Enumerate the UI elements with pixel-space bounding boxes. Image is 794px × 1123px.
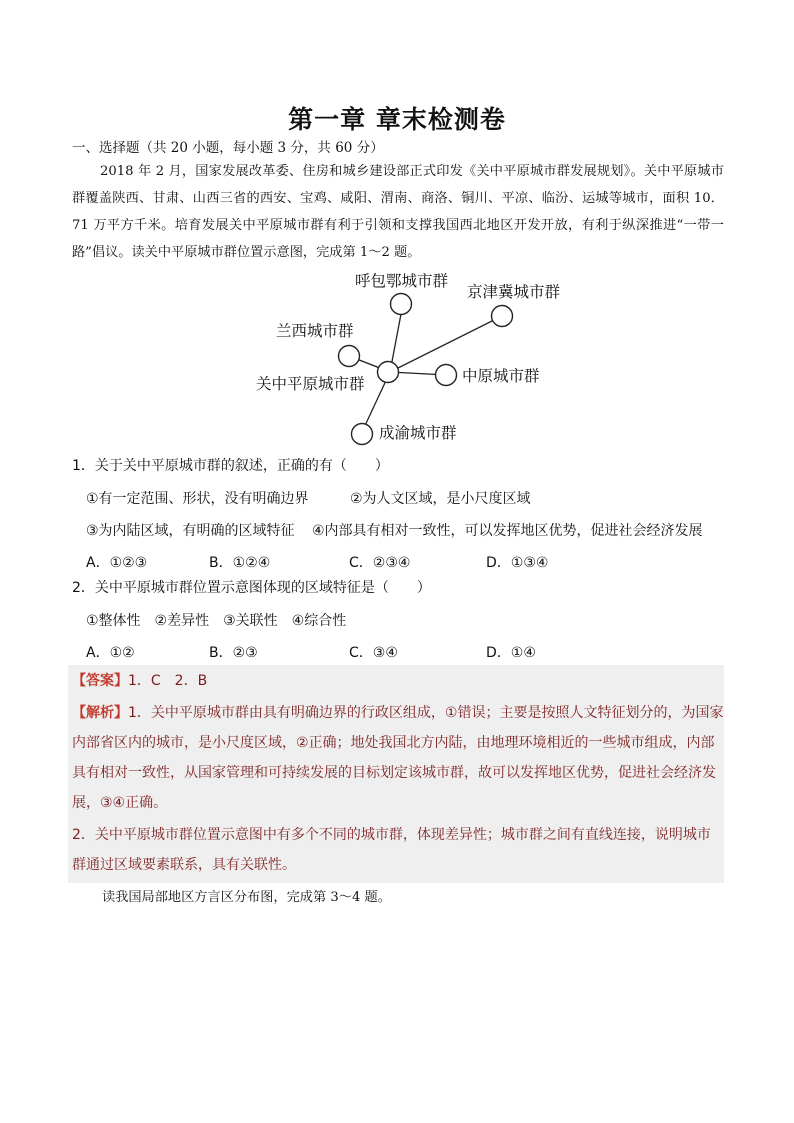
q1-option-a[interactable]: A．①②③ <box>86 555 148 571</box>
section-heading: 一、选择题（共 20 小题，每小题 3 分，共 60 分） <box>72 140 384 156</box>
q2-option-b[interactable]: B．②③ <box>209 645 258 661</box>
node-center-circle <box>378 362 399 383</box>
line-jingjinji <box>390 316 502 372</box>
q1-statement-2: ②为人文区域，是小尺度区域 <box>350 491 531 507</box>
q1-option-d[interactable]: D．①③④ <box>486 555 549 571</box>
answer-text: 1．C 2．B <box>128 673 208 689</box>
answer-tag: 【答案】 <box>72 673 128 689</box>
label-jingjinji: 京津冀城市群 <box>467 283 561 301</box>
question-1-stem: 1．关于关中平原城市群的叙述，正确的有（ ） <box>72 458 389 474</box>
q1-statement-4: ④内部具有相对一致性，可以发挥地区优势，促进社会经济发展 <box>312 523 703 539</box>
node-lanxi-circle <box>339 346 360 367</box>
city-cluster-diagram <box>240 268 580 454</box>
page-title: 第一章 章末检测卷 <box>288 105 506 134</box>
q2-option-a[interactable]: A．①② <box>86 645 135 661</box>
analysis-text-2: 2．关中平原城市群位置示意图中有多个不同的城市群，体现差异性；城市群之间有直线连接，说明城市群通过区域要素联系，具有关联性。 <box>72 827 711 873</box>
q1-option-b[interactable]: B．①②④ <box>209 555 271 571</box>
q1-statement-3: ③为内陆区域，有明确的区域特征 <box>86 523 295 539</box>
node-hubaoe-circle <box>391 294 412 315</box>
analysis-2 <box>72 820 724 880</box>
intro-paragraph <box>72 158 724 266</box>
next-prompt: 读我国局部地区方言区分布图，完成第 3～4 题。 <box>102 890 391 905</box>
node-zhongyuan-circle <box>436 365 457 386</box>
node-jingjinji-circle <box>492 306 513 327</box>
analysis-tag: 【解析】 <box>72 705 128 721</box>
q2-option-c[interactable]: C．③④ <box>349 645 398 661</box>
node-chengyu-circle <box>352 424 373 445</box>
label-hubaoe: 呼包鄂城市群 <box>355 272 449 290</box>
label-center: 关中平原城市群 <box>256 375 365 393</box>
label-zhongyuan: 中原城市群 <box>462 367 540 385</box>
analysis-1 <box>72 698 724 818</box>
analysis-text-1: 1．关中平原城市群由具有明确边界的行政区组成，①错误；主要是按照人文特征划分的，为国家内部省区内的城市，是小尺度区域，②正确；地处我国北方内陆，由地理环境相近的一些城市组成，内部具有相对一致性，从国家管理和可持续发展的目标划定该城市群，故可以发挥地区优势，促进社会经济发展，③④正确。 <box>72 705 724 811</box>
label-lanxi: 兰西城市群 <box>276 322 354 340</box>
answer-line <box>72 666 724 696</box>
q1-statement-1: ①有一定范围、形状，没有明确边界 <box>86 491 309 507</box>
q1-option-c[interactable]: C．②③④ <box>349 555 411 571</box>
q2-option-d[interactable]: D．①④ <box>486 645 536 661</box>
question-2-stem: 2．关中平原城市群位置示意图体现的区域特征是（ ） <box>72 580 431 596</box>
label-chengyu: 成渝城市群 <box>379 424 457 442</box>
q2-statements: ①整体性 ②差异性 ③关联性 ④综合性 <box>86 613 347 629</box>
intro-text: 2018 年 2 月，国家发展改革委、住房和城乡建设部正式印发《关中平原城市群发展规划》。关中平原城市群覆盖陕西、甘肃、山西三省的西安、宝鸡、咸阳、渭南、商洛、铜川、平凉、临汾、运城等城市，面积 10．71 万平方千米。培育发展关中平原城市群有利于引领和支撑我国西北地区开发开放，有利于纵深推进“一带一路”倡议。读关中平原城市群位置示意图，完成第 1～2 题。 <box>72 164 724 260</box>
